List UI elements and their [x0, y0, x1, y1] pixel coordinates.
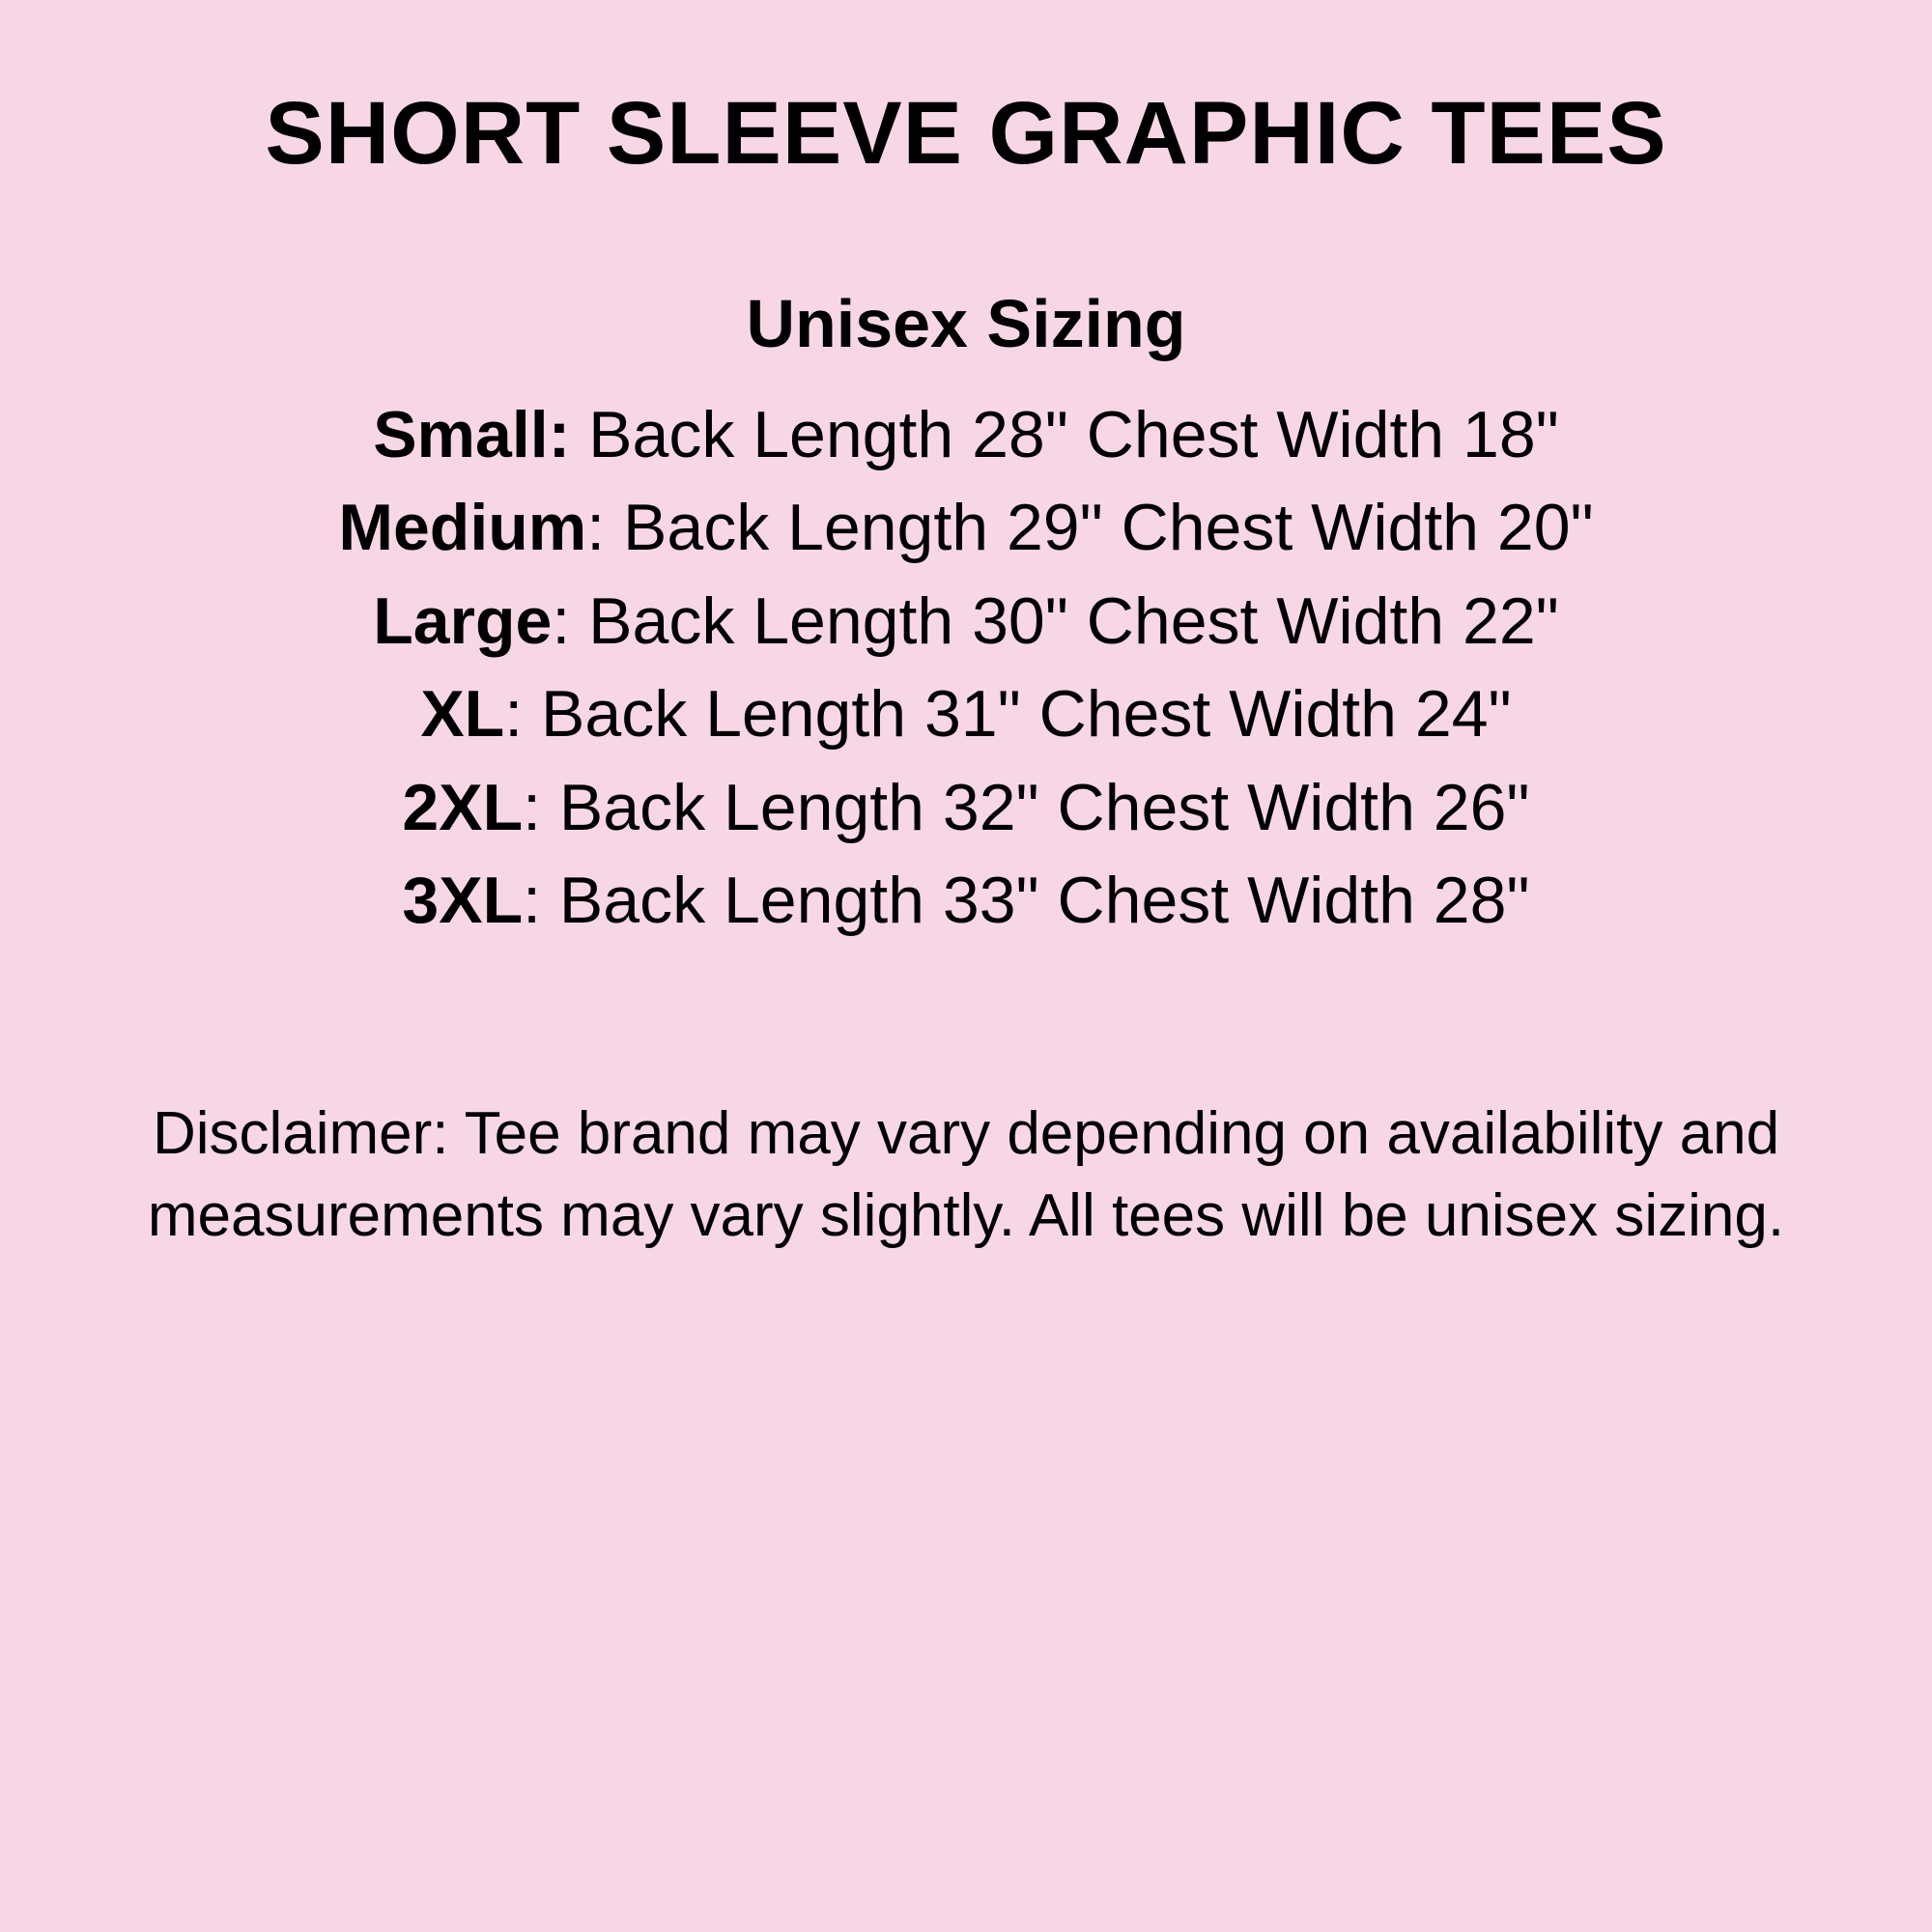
size-label: Large — [373, 583, 553, 658]
size-label: Medium — [338, 491, 587, 565]
size-measurements: : Back Length 33" Chest Width 28" — [523, 864, 1530, 938]
sizing-section-heading: Unisex Sizing — [746, 285, 1186, 361]
size-measurements: : Back Length 32" Chest Width 26" — [523, 770, 1530, 844]
size-measurements: Back Length 28" Chest Width 18" — [570, 397, 1559, 471]
size-label: 2XL — [402, 770, 524, 844]
size-measurements: : Back Length 31" Chest Width 24" — [504, 677, 1512, 752]
list-item — [402, 761, 1529, 855]
list-item — [338, 481, 1593, 575]
list-item — [373, 388, 1559, 482]
size-measurements: : Back Length 30" Chest Width 22" — [552, 583, 1559, 658]
list-item — [402, 854, 1529, 948]
size-label: XL — [420, 677, 505, 752]
size-list — [58, 388, 1874, 948]
list-item — [373, 575, 1559, 668]
size-measurements: : Back Length 29" Chest Width 20" — [586, 491, 1594, 565]
list-item — [420, 668, 1511, 761]
size-label: Small: — [373, 397, 571, 471]
page-title: SHORT SLEEVE GRAPHIC TEES — [265, 84, 1667, 183]
disclaimer-text: Disclaimer: Tee brand may vary depending on availability and measurements may vary slightly. All tees will be unisex sizing. — [147, 1099, 1785, 1250]
size-label: 3XL — [402, 864, 524, 938]
